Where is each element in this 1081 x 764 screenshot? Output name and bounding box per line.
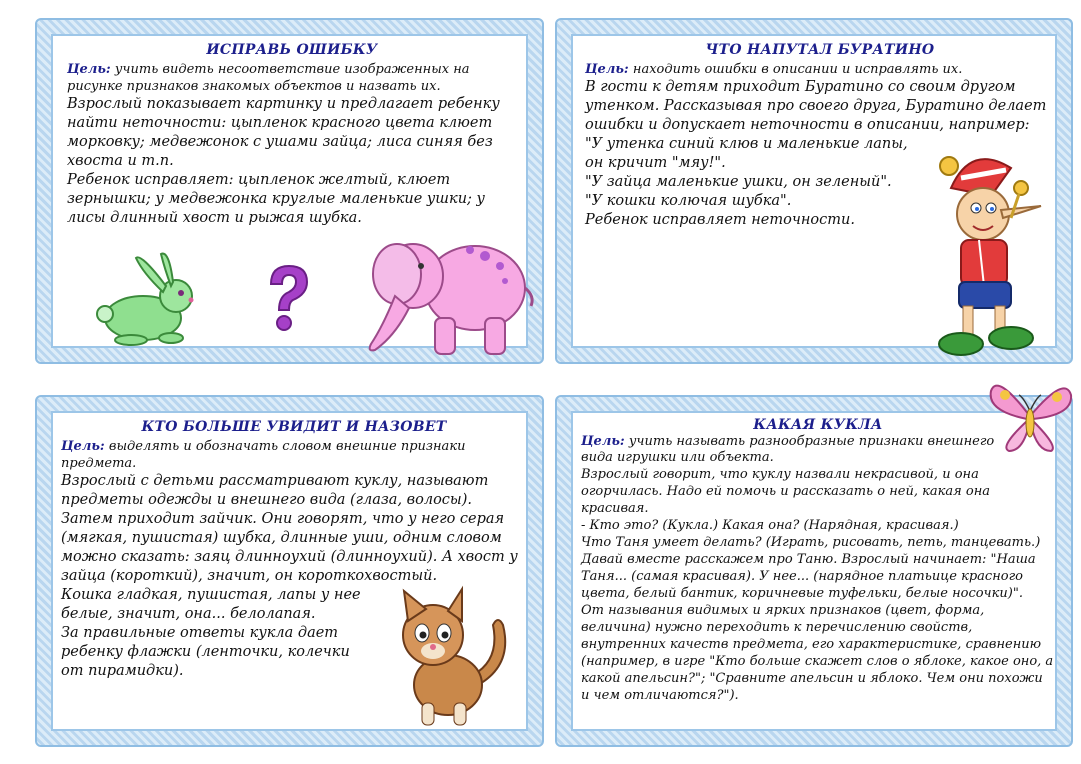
paragraph: Ребенок исправляет: цыпленок желтый, клюет зернышки; у медвежонка круглые маленькие ушки; у лисы длинный хвост и рыжая шубка. [67, 172, 485, 226]
kitten-illustration [378, 585, 518, 735]
card-buratino [555, 18, 1073, 364]
paragraph: Кошка гладкая, пушистая, лапы у нее белые, значит, она... белолапая. [61, 587, 361, 622]
paragraph: Взрослый говорит, что куклу назвали некрасивой, и она огорчилась. Надо ей помочь и рассказать о ней, какая она красивая. [581, 467, 991, 516]
card-text [67, 61, 517, 228]
paragraph: "У кошки колючая шубка". [585, 193, 792, 209]
paragraph: От называния видимых и ярких признаков (цвет, форма, величина) нужно переходить к перечислению свойств, внутренних качеств предмета, его характеристике, сравнению (например, в игре "Кто больше скажет слов о яблоке, какое оно, а какой апельсин?"; "Сравните апельсин и яблоко. Чем они похожи и чем отличаются?"). [581, 603, 1054, 703]
card-what-doll [555, 395, 1073, 747]
card-title: ЧТО НАПУТАЛ БУРАТИНО [705, 42, 935, 58]
paragraph: В гости к детям приходит Буратино со своим другом утенком. Рассказывая про своего друга, Буратино делает ошибки и допускает неточности в описании, например: [585, 79, 1047, 133]
card-inner [51, 411, 528, 731]
paragraph: Взрослый показывает картинку и предлагает ребенку найти неточности: цыпленок красного цвета клюет морковку; медвежонок с ушами зайца; лиса синяя без хвоста и т.п. [67, 96, 500, 169]
butterfly-illustration [987, 377, 1073, 455]
goal-text: учить видеть несоответствие изображенных на рисунке признаков знакомых объектов и назвать их. [67, 62, 470, 94]
paragraph: "У утенка синий клюв и маленькие лапы, он кричит "мяу!". [585, 136, 908, 171]
paragraph: Что Таня умеет делать? (Играть, рисовать, петь, танцевать.) Давай вместе расскажем про Таню. Взрослый начинает: "Наша Таня... (самая красивая). У нее... (нарядное платьице красного цвета, белый бантик, коричневые туфельки, белые носочки)". [581, 535, 1041, 601]
card-title: КТО БОЛЬШЕ УВИДИТ И НАЗОВЕТ [141, 419, 447, 435]
goal-label: Цель: [585, 62, 629, 77]
goal-label: Цель: [67, 62, 111, 77]
card-title: КАКАЯ КУКЛА [753, 417, 883, 433]
goal-label: Цель: [61, 439, 105, 454]
card-inner [51, 34, 528, 348]
paragraph: "У зайца маленькие ушки, он зеленый". [585, 174, 892, 190]
goal-text: находить ошибки в описании и исправлять их. [632, 62, 963, 77]
goal-text: выделять и обозначать словом внешние признаки предмета. [61, 439, 466, 471]
goal-label: Цель: [581, 434, 625, 449]
rabbit-illustration [81, 248, 201, 348]
buratino-illustration [921, 148, 1051, 368]
goal-text: учить называть разнообразные признаки внешнего вида игрушки или объекта. [581, 434, 995, 465]
elephant-illustration [365, 226, 540, 361]
paragraph: За правильные ответы кукла дает ребенку флажки (ленточки, колечки от пирамидки). [61, 625, 350, 679]
card-title: ИСПРАВЬ ОШИБКУ [206, 42, 378, 58]
card-text [581, 434, 1055, 704]
card-who-sees-more [35, 395, 544, 747]
card-fix-mistake [35, 18, 544, 364]
card-inner [571, 34, 1057, 348]
paragraph: Ребенок исправляет неточности. [585, 212, 855, 228]
card-inner [571, 411, 1057, 731]
question-mark-illustration [263, 264, 313, 334]
paragraph: - Кто это? (Кукла.) Какая она? (Нарядная, красивая.) [581, 518, 959, 533]
paragraph: Взрослый с детьми рассматривают куклу, называют предметы одежды и внешнего вида (глаза, волосы). Затем приходит зайчик. Они говорят, что у него серая (мягкая, пушистая) шубка, длинные уши, одним словом можно сказать: заяц длинноухий (длинноухий). А хвост у зайца (короткий), значит, он короткохвостый. [61, 473, 518, 584]
